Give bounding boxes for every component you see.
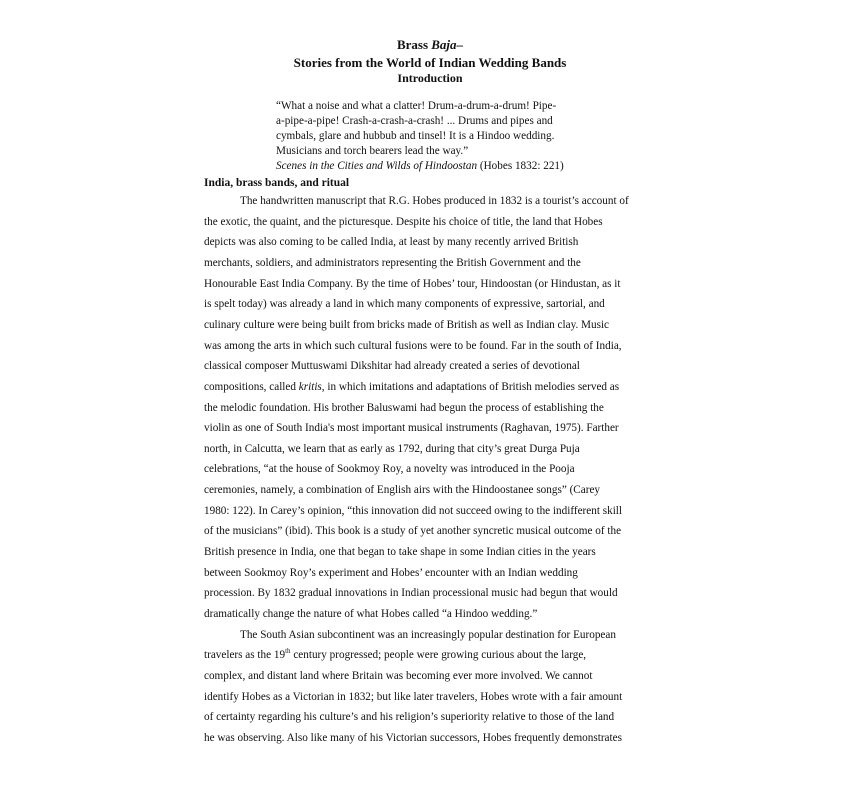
body-line: travelers as the 19th century progressed; people were growing curious about the large, [204,647,587,662]
body-line: is spelt today) was already a land in which many components of expressive, sartorial, and [204,298,605,311]
title-line-2: Stories from the World of Indian Wedding Bands [293,55,567,70]
body-line: of certainty regarding his culture’s and his religion’s superiority relative to those of the land [204,711,615,724]
body-line: classical composer Muttuswami Dikshitar had already created a series of devotional [204,360,580,373]
body-line: dramatically change the nature of what Hobes called “a Hindoo wedding.” [204,608,538,620]
italic-term: kritis [298,380,322,393]
section-heading: India, brass bands, and ritual [204,177,350,189]
body-line: ceremonies, namely, a combination of English airs with the Hindoostanee songs” (Carey [204,484,601,497]
body-line: merchants, soldiers, and administrators representing the British Government and the [204,256,581,269]
body-line: compositions, called kritis, in which imitations and adaptations of British melodies served as [204,380,620,393]
ordinal-superscript: th [285,647,291,656]
body-line: complex, and distant land where Britain was becoming ever more involved. We cannot [204,670,593,682]
body-line: the exotic, the quaint, and the picturesque. Despite his choice of title, the land that Hobes [204,215,603,228]
epigraph-line: a-pipe-a-pipe! Crash-a-crash-a-crash! ... Drums and pipes and [276,115,553,127]
body-line: the melodic foundation. His brother Baluswami had begun the process of establishing the [204,401,604,414]
body-line: celebrations, “at the house of Sookmoy Roy, a novelty was introduced in the Pooja [204,463,575,476]
body-line: 1980: 122). In Carey’s opinion, “this innovation did not succeed owing to the indifferent skill [204,504,623,517]
body-line: was among the arts in which such cultural fusions were to be found. Far in the south of India, [204,339,622,352]
body-line: between Sookmoy Roy’s experiment and Hobes’ encounter with an Indian wedding [204,566,578,579]
body-line: north, in Calcutta, we learn that as early as 1792, during that city’s great Durga Puja [204,442,580,455]
body-line: depicts was also coming to be called India, at least by many recently arrived British [204,236,579,249]
body-line: procession. By 1832 gradual innovations in Indian processional music had begun that would [204,587,618,600]
body-line: The South Asian subcontinent was an increasingly popular destination for European [240,628,616,641]
title-italic-word: Baja [431,37,457,52]
body-line: violin as one of South India's most important musical instruments (Raghavan, 1975). Farther [204,422,619,435]
body-line: identify Hobes as a Victorian in 1832; but like later travelers, Hobes wrote with a fair amount [204,690,623,703]
body-line: culinary culture were being built from bricks made of British as well as Indian clay. Music [204,318,610,331]
epigraph-line: Musicians and torch bearers lead the way.” [276,145,469,157]
body-line: Honourable East India Company. By the time of Hobes’ tour, Hindoostan (or Hindustan, as it [204,277,621,290]
epigraph-citation: Scenes in the Cities and Wilds of Hindoostan (Hobes 1832: 221) [276,160,564,172]
section-title-introduction: Introduction [397,71,463,85]
epigraph-line: cymbals, glare and hubbub and tinsel! It is a Hindoo wedding. [276,130,555,142]
body-line: of the musicians” (ibid). This book is a study of yet another syncretic musical outcome of the [204,525,622,538]
title-line-1: Brass Baja– [396,37,464,52]
body-line: British presence in India, one that began to take shape in some Indian cities in the years [204,546,596,558]
body-line: The handwritten manuscript that R.G. Hobes produced in 1832 is a tourist’s account of [240,195,629,207]
epigraph-line: “What a noise and what a clatter! Drum-a-drum-a-drum! Pipe- [276,100,557,112]
body-line: he was observing. Also like many of his Victorian successors, Hobes frequently demonstrates [204,731,622,744]
